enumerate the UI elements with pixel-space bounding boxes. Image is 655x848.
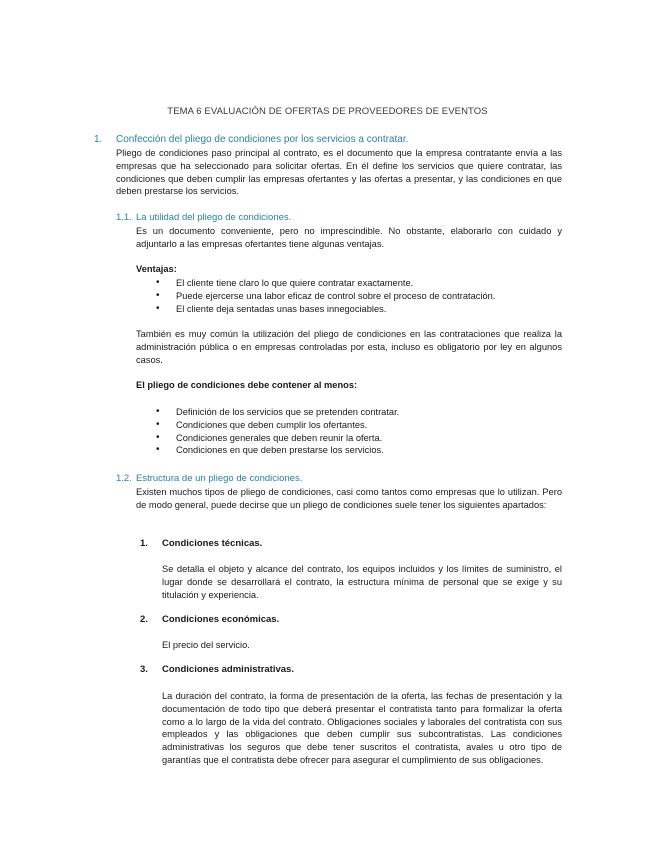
section-1-1-also: También es muy común la utilización del pliego de condiciones en las contrataciones que realiza la administración pública o en empresas controladas por esta, incluso es obligatorio por ley en algunos casos.	[136, 329, 562, 365]
document-title: TEMA 6 EVALUACIÓN DE OFERTAS DE PROVEEDORES DE EVENTOS	[167, 106, 488, 117]
item-2-number: 2.	[140, 614, 148, 625]
contain-item: • Condiciones generales que deben reunir la oferta.	[156, 432, 556, 445]
section-1-1-body: Es un documento conveniente, pero no imprescindible. No obstante, elaborarlo con cuidado y adjuntarlo a las empresas ofertantes tiene algunas ventajas.	[136, 226, 562, 249]
item-1-heading: Condiciones técnicas.	[162, 538, 263, 549]
item-1-body: Se detalla el objeto y alcance del contrato, los equipos incluidos y los límites de suministro, el lugar donde se desarrollará el contrato, la estructura mínima de personal que se exige y su titulación y experiencia.	[162, 564, 562, 600]
item-3-body: La duración del contrato, la forma de presentación de la oferta, las fechas de presentación y la documentación de todo tipo que deberá presentar el contratista tanto para formalizar la oferta como a lo largo de la vida del contrato. Obligaciones sociales y laborales del contratista con sus empleados y las obligaciones que deben cumplir sus subcontratistas. Las condiciones administrativas los seguros que debe tener suscritos el contratista, avales u otro tipo de garantías que el contratista debe ofrecer para asegurar el cumplimiento de sus obligaciones.	[162, 691, 562, 765]
contain-item: • Condiciones que deben cumplir los ofertantes.	[156, 419, 556, 432]
ventaja-item: • El cliente deja sentadas unas bases innegociables.	[156, 303, 556, 316]
item-3-heading-row	[140, 664, 294, 675]
ventajas-list	[156, 277, 556, 315]
section-1-body: Pliego de condiciones paso principal al contrato, es el documento que la empresa contratante envía a las empresas que ha seleccionado para solicitar ofertas. En él define los servicios que quiere contratar, las condiciones que deben cumplir las empresas ofertantes y las ofertas a presentar, y las condiciones en que deben prestarse los servicios.	[116, 148, 562, 197]
ventaja-item: • Puede ejercerse una labor eficaz de control sobre el proceso de contratación.	[156, 290, 556, 303]
item-1-number: 1.	[140, 538, 148, 549]
item-1-heading-row	[140, 538, 262, 549]
item-3-heading: Condiciones administrativas.	[162, 664, 294, 675]
item-2-heading: Condiciones económicas.	[162, 614, 280, 625]
contain-label: El pliego de condiciones debe contener al menos:	[136, 380, 358, 390]
contain-item: • Definición de los servicios que se pretenden contratar.	[156, 406, 556, 419]
contain-list	[156, 406, 556, 457]
item-3-number: 3.	[140, 664, 148, 675]
section-1-1-heading: La utilidad del pliego de condiciones.	[136, 212, 292, 223]
section-1-2-body: Existen muchos tipos de pliego de condiciones, casi como tantos como empresas que lo utilizan. Pero de modo general, puede decirse que un pliego de condiciones suele tener los siguientes apartados:	[136, 487, 562, 510]
item-2-body: El precio del servicio.	[162, 640, 250, 650]
item-2-heading-row	[140, 614, 279, 625]
ventaja-item: • El cliente tiene claro lo que quiere contratar exactamente.	[156, 277, 556, 290]
section-1-heading: Confección del pliego de condiciones por los servicios a contratar.	[116, 134, 409, 145]
section-1-2-heading: Estructura de un pliego de condiciones.	[136, 473, 303, 484]
section-1-2-number: 1.2.	[116, 473, 132, 484]
section-1-number: 1.	[94, 134, 103, 145]
ventajas-label: Ventajas:	[136, 264, 177, 274]
contain-item: • Condiciones en que deben prestarse los servicios.	[156, 444, 556, 457]
section-1-1-number: 1.1.	[116, 212, 132, 223]
